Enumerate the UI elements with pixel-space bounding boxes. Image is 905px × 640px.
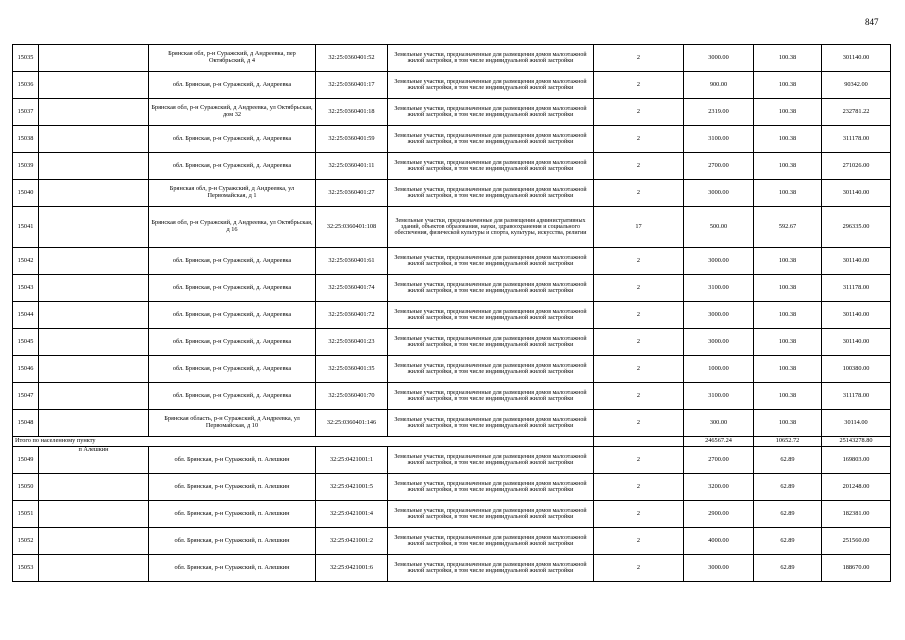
cell-rate: 100.38 <box>754 329 822 356</box>
cell-area: 3200.00 <box>684 474 754 501</box>
total-row <box>13 437 891 447</box>
cell-blank <box>39 180 149 207</box>
cell-cadastral-cost: 100380.00 <box>822 356 891 383</box>
cell-cadastral-cost: 188670.00 <box>822 555 891 582</box>
cell-blank <box>39 302 149 329</box>
cell-category: 2 <box>594 410 684 437</box>
total-area: 246567.24 <box>684 437 754 447</box>
cell-number: 15044 <box>13 302 39 329</box>
cell-number: 15050 <box>13 474 39 501</box>
cell-category: 2 <box>594 555 684 582</box>
cell-blank <box>39 383 149 410</box>
settlement-label: п Алешкин <box>39 447 149 474</box>
cell-cadastral-number: 32:25:0360401:27 <box>316 180 388 207</box>
cell-permitted-use: Земельные участки, предназначенные для размещения домов малоэтажной жилой застройки, в том числе индивидуальной жилой застройки <box>388 126 594 153</box>
cell-address: Брянская обл, р-н Суражский, д Андреевка, ул Октябрьская, д 16 <box>149 207 316 248</box>
cell-cadastral-cost: 311178.00 <box>822 275 891 302</box>
cell-cadastral-number: 32:25:0421001:1 <box>316 447 388 474</box>
cell-rate: 100.38 <box>754 99 822 126</box>
cell-area: 3000.00 <box>684 302 754 329</box>
cell-permitted-use: Земельные участки, предназначенные для размещения домов малоэтажной жилой застройки, в том числе индивидуальной жилой застройки <box>388 302 594 329</box>
table-row <box>13 356 891 383</box>
cell-cadastral-number: 32:25:0360401:35 <box>316 356 388 383</box>
cell-cadastral-cost: 201248.00 <box>822 474 891 501</box>
cell-address: Брянская обл, р-н Суражский, д Андреевка, пер Октябрьский, д 4 <box>149 45 316 72</box>
cell-cadastral-number: 32:25:0360401:18 <box>316 99 388 126</box>
cell-number: 15038 <box>13 126 39 153</box>
table-row <box>13 248 891 275</box>
table-row <box>13 501 891 528</box>
cell-permitted-use: Земельные участки, предназначенные для размещения домов малоэтажной жилой застройки, в том числе индивидуальной жилой застройки <box>388 275 594 302</box>
cell-rate: 100.38 <box>754 275 822 302</box>
cell-permitted-use: Земельные участки, предназначенные для размещения домов малоэтажной жилой застройки, в том числе индивидуальной жилой застройки <box>388 99 594 126</box>
cell-category: 2 <box>594 528 684 555</box>
cell-category: 17 <box>594 207 684 248</box>
cell-address: обл. Брянская, р-н Суражский, д. Андреевка <box>149 153 316 180</box>
cell-permitted-use: Земельные участки, предназначенные для размещения домов малоэтажной жилой застройки, в том числе индивидуальной жилой застройки <box>388 45 594 72</box>
table-row <box>13 302 891 329</box>
table-row <box>13 207 891 248</box>
cell-cadastral-cost: 90342.00 <box>822 72 891 99</box>
cell-area: 3000.00 <box>684 180 754 207</box>
cell-category: 2 <box>594 180 684 207</box>
cell-rate: 100.38 <box>754 383 822 410</box>
table-row <box>13 153 891 180</box>
cell-cadastral-cost: 301140.00 <box>822 248 891 275</box>
table-row <box>13 329 891 356</box>
cell-cadastral-number: 32:25:0360401:61 <box>316 248 388 275</box>
total-cost: 25143278.80 <box>822 437 891 447</box>
cell-cadastral-cost: 182381.00 <box>822 501 891 528</box>
cell-category: 2 <box>594 329 684 356</box>
cell-area: 3000.00 <box>684 45 754 72</box>
cell-rate: 100.38 <box>754 248 822 275</box>
cell-area: 1000.00 <box>684 356 754 383</box>
cell-address: обл. Брянская, р-н Суражский, д. Андреевка <box>149 329 316 356</box>
cell-rate: 100.38 <box>754 72 822 99</box>
cell-number: 15046 <box>13 356 39 383</box>
cell-rate: 62.89 <box>754 501 822 528</box>
cell-rate: 62.89 <box>754 474 822 501</box>
cell-rate: 100.38 <box>754 126 822 153</box>
cell-cadastral-cost: 271026.00 <box>822 153 891 180</box>
cell-cadastral-number: 32:25:0360401:11 <box>316 153 388 180</box>
cell-cadastral-number: 32:25:0360401:17 <box>316 72 388 99</box>
cell-cadastral-cost: 232781.22 <box>822 99 891 126</box>
cell-address: обл. Брянская, р-н Суражский, п. Алешкин <box>149 555 316 582</box>
cell-area: 300.00 <box>684 410 754 437</box>
cell-area: 3100.00 <box>684 275 754 302</box>
cell-rate: 62.89 <box>754 447 822 474</box>
cell-category: 2 <box>594 153 684 180</box>
cell-number: 15039 <box>13 153 39 180</box>
cell-number: 15052 <box>13 528 39 555</box>
cell-permitted-use: Земельные участки, предназначенные для размещения домов малоэтажной жилой застройки, в том числе индивидуальной жилой застройки <box>388 474 594 501</box>
cell-area: 500.00 <box>684 207 754 248</box>
cell-cadastral-cost: 301140.00 <box>822 180 891 207</box>
cell-rate: 100.38 <box>754 302 822 329</box>
cell-rate: 62.89 <box>754 528 822 555</box>
cell-permitted-use: Земельные участки, предназначенные для размещения административных зданий, объектов образования, науки, здравоохранения и социального обеспечения, физической культуры и спорта, культуры, искусства, религии <box>388 207 594 248</box>
cell-cadastral-cost: 311178.00 <box>822 126 891 153</box>
cell-category: 2 <box>594 474 684 501</box>
cell-area: 3100.00 <box>684 126 754 153</box>
page-number: 847 <box>865 17 879 27</box>
table-row <box>13 383 891 410</box>
cell-number: 15049 <box>13 447 39 474</box>
cell-cadastral-cost: 301140.00 <box>822 45 891 72</box>
cell-category: 2 <box>594 501 684 528</box>
cell-area: 3100.00 <box>684 383 754 410</box>
cell-cadastral-number: 32:25:0360401:72 <box>316 302 388 329</box>
cell-number: 15045 <box>13 329 39 356</box>
cell-blank <box>39 126 149 153</box>
cell-rate: 100.38 <box>754 410 822 437</box>
cell-address: обл. Брянская, р-н Суражский, д. Андреевка <box>149 126 316 153</box>
cell-blank <box>39 356 149 383</box>
cell-cadastral-number: 32:25:0360401:23 <box>316 329 388 356</box>
cell-category: 2 <box>594 383 684 410</box>
cell-category: 2 <box>594 275 684 302</box>
cell-address: обл. Брянская, р-н Суражский, п. Алешкин <box>149 501 316 528</box>
cell-blank <box>39 99 149 126</box>
table-row <box>13 474 891 501</box>
cell-number: 15041 <box>13 207 39 248</box>
cell-area: 3000.00 <box>684 329 754 356</box>
cell-cadastral-number: 32:25:0421001:4 <box>316 501 388 528</box>
cell-category: 2 <box>594 99 684 126</box>
cell-area: 2700.00 <box>684 153 754 180</box>
cell-area: 2319.00 <box>684 99 754 126</box>
total-rate: 10652.72 <box>754 437 822 447</box>
cell-blank <box>39 501 149 528</box>
cell-area: 2900.00 <box>684 501 754 528</box>
cell-address: обл. Брянская, р-н Суражский, п. Алешкин <box>149 474 316 501</box>
cell-cadastral-number: 32:25:0421001:6 <box>316 555 388 582</box>
cell-area: 4000.00 <box>684 528 754 555</box>
cell-category: 2 <box>594 72 684 99</box>
cell-permitted-use: Земельные участки, предназначенные для размещения домов малоэтажной жилой застройки, в том числе индивидуальной жилой застройки <box>388 383 594 410</box>
cell-address: Брянская обл, р-н Суражский, д Андреевка, ул Первомайская, д 1 <box>149 180 316 207</box>
cell-blank <box>39 45 149 72</box>
cell-cadastral-number: 32:25:0421001:5 <box>316 474 388 501</box>
cell-category: 2 <box>594 447 684 474</box>
table-row <box>13 180 891 207</box>
cell-permitted-use: Земельные участки, предназначенные для размещения домов малоэтажной жилой застройки, в том числе индивидуальной жилой застройки <box>388 329 594 356</box>
table-row <box>13 528 891 555</box>
cell-area: 3000.00 <box>684 555 754 582</box>
cell-number: 15036 <box>13 72 39 99</box>
cell-blank <box>39 153 149 180</box>
cell-cadastral-number: 32:25:0360401:52 <box>316 45 388 72</box>
cell-area: 900.00 <box>684 72 754 99</box>
cell-permitted-use: Земельные участки, предназначенные для размещения домов малоэтажной жилой застройки, в том числе индивидуальной жилой застройки <box>388 248 594 275</box>
cell-rate: 592.67 <box>754 207 822 248</box>
cell-cadastral-number: 32:25:0360401:146 <box>316 410 388 437</box>
cell-address: обл. Брянская, р-н Суражский, д. Андреевка <box>149 72 316 99</box>
cell-cadastral-number: 32:25:0360401:59 <box>316 126 388 153</box>
cell-rate: 100.38 <box>754 153 822 180</box>
cell-area: 3000.00 <box>684 248 754 275</box>
cell-permitted-use: Земельные участки, предназначенные для размещения домов малоэтажной жилой застройки, в том числе индивидуальной жилой застройки <box>388 555 594 582</box>
cell-number: 15042 <box>13 248 39 275</box>
table-row <box>13 126 891 153</box>
cell-category: 2 <box>594 302 684 329</box>
cell-category: 2 <box>594 356 684 383</box>
cell-number: 15043 <box>13 275 39 302</box>
cell-blank <box>39 474 149 501</box>
cell-address: обл. Брянская, р-н Суражский, п. Алешкин <box>149 447 316 474</box>
cell-rate: 62.89 <box>754 555 822 582</box>
cell-cadastral-cost: 301140.00 <box>822 329 891 356</box>
cell-permitted-use: Земельные участки, предназначенные для размещения домов малоэтажной жилой застройки, в том числе индивидуальной жилой застройки <box>388 410 594 437</box>
cell-blank <box>39 528 149 555</box>
cell-address: обл. Брянская, р-н Суражский, д. Андреевка <box>149 275 316 302</box>
cell-category: 2 <box>594 248 684 275</box>
total-label: Итого по населенному пункту <box>13 437 594 447</box>
cell-address: обл. Брянская, р-н Суражский, д. Андреевка <box>149 302 316 329</box>
cell-rate: 100.38 <box>754 356 822 383</box>
cell-number: 15047 <box>13 383 39 410</box>
cell-cadastral-number: 32:25:0360401:108 <box>316 207 388 248</box>
cell-permitted-use: Земельные участки, предназначенные для размещения домов малоэтажной жилой застройки, в том числе индивидуальной жилой застройки <box>388 180 594 207</box>
table-row <box>13 275 891 302</box>
cell-blank <box>39 329 149 356</box>
cell-number: 15040 <box>13 180 39 207</box>
cell-category: 2 <box>594 126 684 153</box>
cell-cadastral-number: 32:25:0360401:74 <box>316 275 388 302</box>
cell-permitted-use: Земельные участки, предназначенные для размещения домов малоэтажной жилой застройки, в том числе индивидуальной жилой застройки <box>388 356 594 383</box>
cell-blank <box>39 275 149 302</box>
cell-permitted-use: Земельные участки, предназначенные для размещения домов малоэтажной жилой застройки, в том числе индивидуальной жилой застройки <box>388 72 594 99</box>
cell-address: обл. Брянская, р-н Суражский, д. Андреевка <box>149 383 316 410</box>
cell-permitted-use: Земельные участки, предназначенные для размещения домов малоэтажной жилой застройки, в том числе индивидуальной жилой застройки <box>388 153 594 180</box>
table-row <box>13 555 891 582</box>
table-row <box>13 410 891 437</box>
cell-category: 2 <box>594 45 684 72</box>
cell-cadastral-cost: 296335.00 <box>822 207 891 248</box>
cell-address: обл. Брянская, р-н Суражский, д. Андреевка <box>149 248 316 275</box>
cell-blank <box>39 207 149 248</box>
cell-permitted-use: Земельные участки, предназначенные для размещения домов малоэтажной жилой застройки, в том числе индивидуальной жилой застройки <box>388 528 594 555</box>
cell-area: 2700.00 <box>684 447 754 474</box>
cell-address: обл. Брянская, р-н Суражский, п. Алешкин <box>149 528 316 555</box>
cell-blank <box>39 410 149 437</box>
cell-permitted-use: Земельные участки, предназначенные для размещения домов малоэтажной жилой застройки, в том числе индивидуальной жилой застройки <box>388 501 594 528</box>
table-row <box>13 447 891 474</box>
table-row <box>13 72 891 99</box>
cell-number: 15048 <box>13 410 39 437</box>
cell-cadastral-cost: 251560.00 <box>822 528 891 555</box>
cell-number: 15053 <box>13 555 39 582</box>
cell-cadastral-cost: 301140.00 <box>822 302 891 329</box>
cell-number: 15051 <box>13 501 39 528</box>
cell-blank <box>39 248 149 275</box>
cell-rate: 100.38 <box>754 45 822 72</box>
cell-permitted-use: Земельные участки, предназначенные для размещения домов малоэтажной жилой застройки, в том числе индивидуальной жилой застройки <box>388 447 594 474</box>
cell-address: Брянская обл, р-н Суражский, д Андреевка, ул Октябрьская, дом 32 <box>149 99 316 126</box>
cell-address: обл. Брянская, р-н Суражский, д. Андреевка <box>149 356 316 383</box>
cell-blank <box>39 555 149 582</box>
cell-cadastral-cost: 30114.00 <box>822 410 891 437</box>
land-registry-table <box>12 44 891 582</box>
cell-number: 15037 <box>13 99 39 126</box>
cell-cadastral-number: 32:25:0360401:70 <box>316 383 388 410</box>
cell-address: Брянская область, р-н Суражский, д Андреевка, ул Первомайская, д 10 <box>149 410 316 437</box>
cell-cadastral-cost: 169803.00 <box>822 447 891 474</box>
cell-number: 15035 <box>13 45 39 72</box>
cell-blank <box>39 72 149 99</box>
cell-cadastral-cost: 311178.00 <box>822 383 891 410</box>
cell-cadastral-number: 32:25:0421001:2 <box>316 528 388 555</box>
cell-rate: 100.38 <box>754 180 822 207</box>
table-row <box>13 99 891 126</box>
table-row <box>13 45 891 72</box>
